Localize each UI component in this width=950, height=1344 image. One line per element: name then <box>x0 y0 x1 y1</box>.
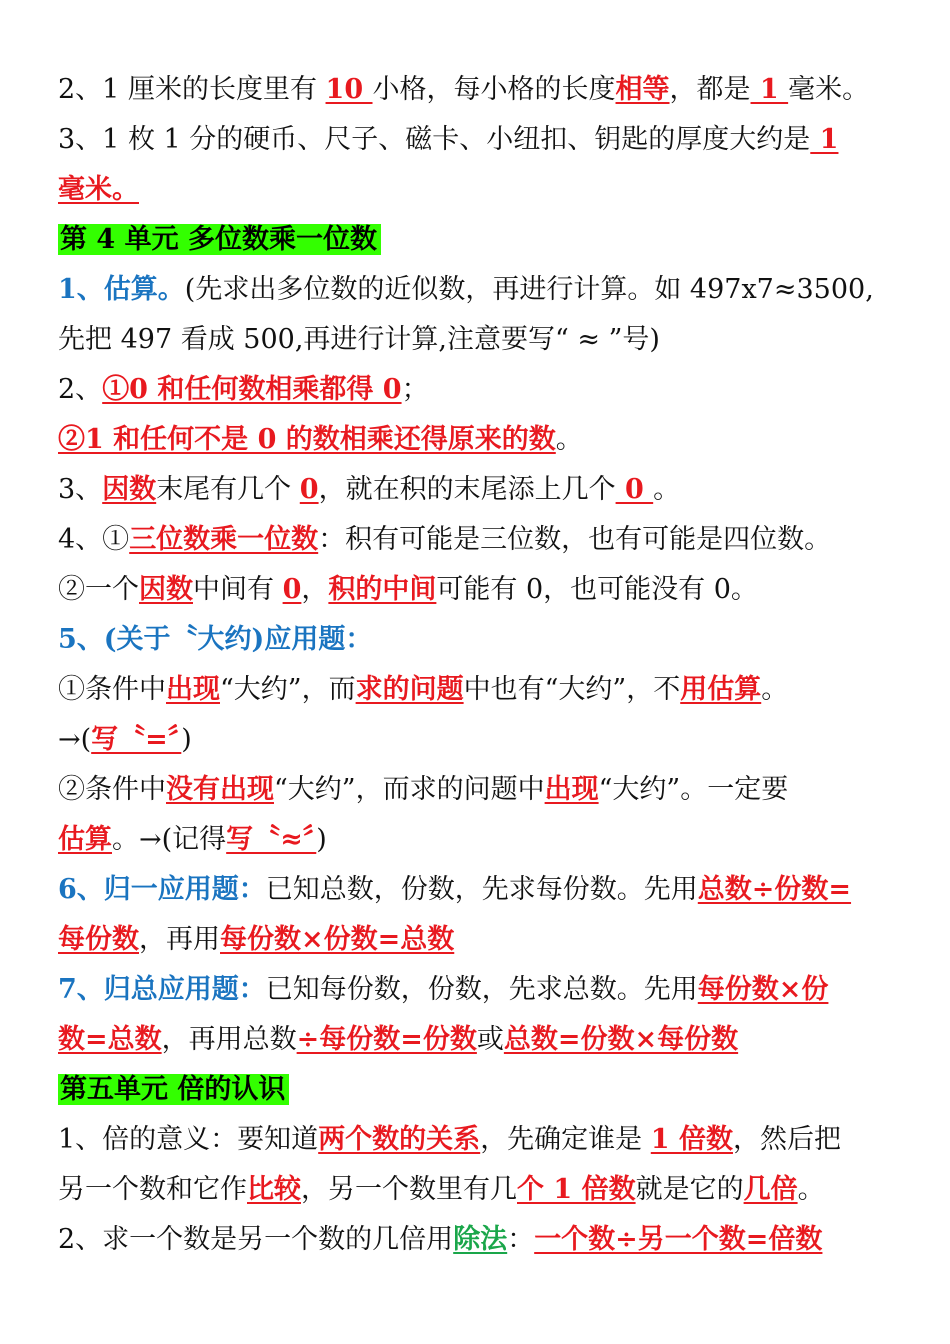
highlighted-answer: 估算 <box>58 824 112 855</box>
text-segment: 3、 <box>58 474 103 505</box>
text-segment: 2、求一个数是另一个数的几倍用 <box>58 1224 454 1255</box>
text-segment: ，就在积的末尾添上几个 <box>318 474 616 505</box>
text-segment: 小格，每小格的长度 <box>372 74 616 105</box>
text-segment: ) <box>316 824 327 855</box>
text-segment: ，然后把 <box>732 1124 841 1155</box>
highlighted-answer: 每份数×份数=总数 <box>220 924 455 955</box>
item-label: 6、归一应用题： <box>58 874 266 905</box>
text-line <box>58 472 898 508</box>
text-segment: ： <box>507 1224 535 1255</box>
text-segment: 可能有 0，也可能没有 0。 <box>436 574 758 605</box>
text-line <box>58 722 898 758</box>
text-segment: ②一个 <box>58 574 139 605</box>
text-line <box>58 172 898 208</box>
text-line <box>58 1072 898 1108</box>
text-segment: 就是它的 <box>635 1174 744 1205</box>
highlighted-answer: 出现 <box>166 674 220 705</box>
text-line <box>58 922 898 958</box>
item-label: 1、估算。 <box>58 274 185 305</box>
highlighted-answer: 每份数×份 <box>697 974 829 1005</box>
text-segment: 3、1 枚 1 分的硬币、尺子、磁卡、小纽扣、钥匙的厚度大约是 <box>58 124 811 155</box>
text-segment: ，都是 <box>669 74 751 105</box>
highlighted-answer: 1 倍数 <box>650 1124 733 1155</box>
text-line <box>58 872 898 908</box>
highlighted-answer: 1 <box>810 124 839 155</box>
text-line <box>58 422 898 458</box>
highlighted-answer: 写〝≈〞 <box>226 824 317 855</box>
text-segment: 1、倍的意义：要知道 <box>58 1124 319 1155</box>
text-segment: 。 <box>761 674 789 705</box>
text-segment: “大约”，而 <box>220 674 356 705</box>
text-segment: 先把 497 看成 500,再进行计算,注意要写“ ≈ ”号) <box>58 324 660 355</box>
text-line <box>58 572 898 608</box>
section-heading: 第 4 单元 多位数乘一位数 <box>58 224 381 255</box>
text-line <box>58 122 898 158</box>
text-segment: “大约”，而求的问题中 <box>274 774 545 805</box>
highlighted-answer: 毫米。 <box>58 174 139 205</box>
highlighted-answer: 用估算 <box>680 674 762 705</box>
text-segment: 已知每份数，份数，先求总数。先用 <box>265 974 698 1005</box>
text-line <box>58 622 898 658</box>
item-label: 7、归总应用题： <box>58 974 266 1005</box>
text-segment: (先求出多位数的近似数，再进行计算。如 497x7≈3500, <box>184 274 874 305</box>
highlighted-answer: 个 1 倍数 <box>517 1174 636 1205</box>
text-line <box>58 822 898 858</box>
text-segment: ①条件中 <box>58 674 166 705</box>
highlighted-answer: 总数=份数×每份数 <box>503 1024 739 1055</box>
text-line <box>58 672 898 708</box>
text-line <box>58 72 898 108</box>
text-segment: 。→(记得 <box>112 824 227 855</box>
text-segment: 毫米。 <box>788 74 870 105</box>
highlighted-answer: 两个数的关系 <box>318 1124 481 1155</box>
highlighted-answer: ②1 和任何不是 0 的数相乘还得原来的数 <box>58 424 556 455</box>
text-line <box>58 972 898 1008</box>
text-segment: →( <box>58 724 92 755</box>
text-segment: 。 <box>555 424 583 455</box>
text-segment: ②条件中 <box>58 774 166 805</box>
text-segment: ，再用 <box>139 924 220 955</box>
text-segment: 。 <box>797 1174 825 1205</box>
highlighted-answer: 总数÷份数= <box>697 874 852 905</box>
highlighted-answer: ÷每份数=份数 <box>296 1024 477 1055</box>
highlighted-answer: 0 <box>299 474 319 505</box>
highlighted-answer: 10 <box>325 74 373 105</box>
highlighted-answer: 一个数÷另一个数=倍数 <box>534 1224 823 1255</box>
text-segment: ，先确定谁是 <box>480 1124 651 1155</box>
text-line <box>58 1172 898 1208</box>
text-segment: 另一个数和它作 <box>58 1174 247 1205</box>
highlighted-answer: 积的中间 <box>328 574 437 605</box>
item-label: 5、(关于〝大约)应用题： <box>58 624 373 655</box>
text-segment: ， <box>301 574 329 605</box>
section-heading: 第五单元 倍的认识 <box>58 1074 289 1105</box>
text-segment: 。 <box>653 474 681 505</box>
text-segment: ：积有可能是三位数，也有可能是四位数。 <box>318 524 832 555</box>
highlighted-answer: 每份数 <box>58 924 139 955</box>
text-segment: 已知总数，份数，先求每份数。先用 <box>265 874 698 905</box>
highlighted-answer: 出现 <box>544 774 599 805</box>
text-segment: 或 <box>476 1024 504 1055</box>
text-line <box>58 1222 898 1258</box>
highlighted-answer: 相等 <box>615 74 670 105</box>
text-segment: “大约”。一定要 <box>598 774 789 805</box>
highlighted-answer: 没有出现 <box>166 774 274 805</box>
highlighted-answer: 数=总数 <box>58 1024 162 1055</box>
text-segment: ，另一个数里有几 <box>301 1174 517 1205</box>
text-segment: ) <box>181 724 192 755</box>
highlighted-answer: 比较 <box>247 1174 301 1205</box>
highlighted-answer: 1 <box>750 74 789 105</box>
text-line <box>58 772 898 808</box>
highlighted-answer: 因数 <box>139 574 193 605</box>
text-segment: 4、① <box>58 524 130 555</box>
text-segment: 末尾有几个 <box>156 474 300 505</box>
text-line <box>58 1022 898 1058</box>
text-segment: ，再用总数 <box>161 1024 297 1055</box>
text-segment: ； <box>401 374 429 405</box>
highlighted-answer: 写〝=〞 <box>91 724 182 755</box>
text-line <box>58 372 898 408</box>
text-segment: 中也有“大约”，不 <box>463 674 681 705</box>
highlighted-answer: 几倍 <box>743 1174 798 1205</box>
highlighted-answer: 0 <box>615 474 654 505</box>
text-line <box>58 272 898 308</box>
highlighted-answer: 三位数乘一位数 <box>129 524 319 555</box>
text-segment: 中间有 <box>193 574 283 605</box>
text-line <box>58 522 898 558</box>
highlighted-answer: 除法 <box>453 1224 508 1255</box>
text-segment: 2、1 厘米的长度里有 <box>58 74 326 105</box>
text-line <box>58 222 898 258</box>
highlighted-answer: 求的问题 <box>355 674 464 705</box>
text-line <box>58 1122 898 1158</box>
highlighted-answer: 因数 <box>102 474 157 505</box>
text-line <box>58 322 898 358</box>
highlighted-answer: 0 <box>282 574 302 605</box>
text-segment: 2、 <box>58 374 103 405</box>
highlighted-answer: ①0 和任何数相乘都得 0 <box>102 374 402 405</box>
